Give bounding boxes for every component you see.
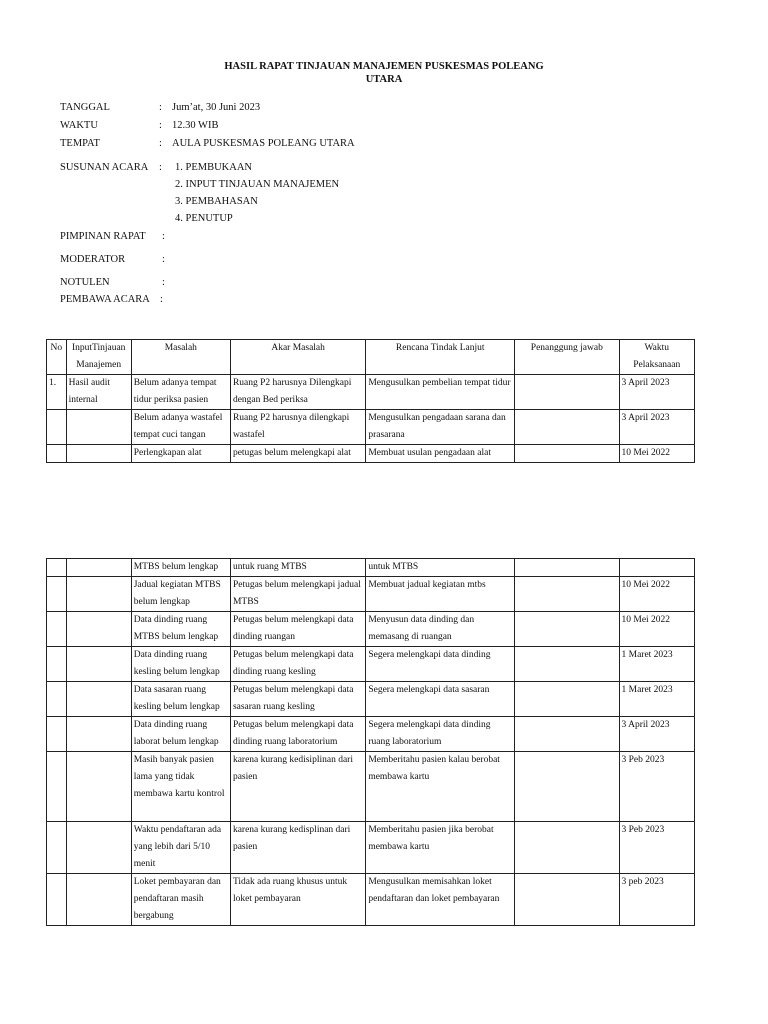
cell-masalah: Loket pembayaran dan pendaftaran masih bergabung xyxy=(131,874,230,926)
cell-penanggung-jawab xyxy=(515,682,619,717)
cell-penanggung-jawab xyxy=(515,752,619,822)
agenda-item: 4. PENUTUP xyxy=(175,213,233,224)
cell-no xyxy=(47,647,67,682)
agenda-item: 2. INPUT TINJAUAN MANAJEMEN xyxy=(175,179,340,190)
cell-no xyxy=(47,682,67,717)
cell-rencana: untuk MTBS xyxy=(366,559,515,577)
info-label: PEMBAWA ACARA xyxy=(60,294,150,305)
cell-akar-masalah: Petugas belum melengkapi data sasaran ruang kesling xyxy=(230,682,365,717)
cell-masalah: Masih banyak pasien lama yang tidak membawa kartu kontrol xyxy=(131,752,230,822)
table-row xyxy=(47,717,695,752)
cell-input xyxy=(66,717,131,752)
cell-penanggung-jawab xyxy=(515,445,619,463)
cell-no xyxy=(47,612,67,647)
info-value: 12.30 WIB xyxy=(172,120,219,131)
cell-penanggung-jawab xyxy=(515,822,619,874)
info-label: SUSUNAN ACARA xyxy=(60,162,149,173)
cell-rencana: Mengusulkan pembelian tempat tidur xyxy=(366,375,515,410)
info-label: PIMPINAN RAPAT xyxy=(60,231,146,242)
cell-penanggung-jawab xyxy=(515,559,619,577)
info-label: TANGGAL xyxy=(60,102,110,113)
table-row xyxy=(47,612,695,647)
cell-masalah: Belum adanya tempat tidur periksa pasien xyxy=(131,375,230,410)
table-row xyxy=(47,752,695,822)
cell-masalah: Data dinding ruang kesling belum lengkap xyxy=(131,647,230,682)
table-row xyxy=(47,682,695,717)
cell-waktu: 3 peb 2023 xyxy=(619,874,695,926)
table-row xyxy=(47,822,695,874)
info-colon: : xyxy=(159,138,162,149)
cell-input xyxy=(66,822,131,874)
table-row xyxy=(47,577,695,612)
cell-waktu: 3 Peb 2023 xyxy=(619,822,695,874)
cell-rencana: Membuat jadual kegiatan mtbs xyxy=(366,577,515,612)
table-row xyxy=(47,647,695,682)
table-row xyxy=(47,874,695,926)
info-colon: : xyxy=(159,162,162,173)
title-line-1: HASIL RAPAT TINJAUAN MANAJEMEN PUSKESMAS POLEANG xyxy=(224,61,544,72)
header-masalah: Masalah xyxy=(131,340,230,375)
cell-akar-masalah: Petugas belum melengkapi data dinding ruang laboratorium xyxy=(230,717,365,752)
cell-no xyxy=(47,874,67,926)
cell-input xyxy=(66,410,131,445)
cell-masalah: Data sasaran ruang kesling belum lengkap xyxy=(131,682,230,717)
cell-akar-masalah: Petugas belum melengkapi data dinding ruangan xyxy=(230,612,365,647)
cell-waktu: 10 Mei 2022 xyxy=(619,445,695,463)
cell-rencana: Mengusulkan memisahkan loket pendaftaran dan loket pembayaran xyxy=(366,874,515,926)
cell-akar-masalah: Tidak ada ruang khusus untuk loket pembayaran xyxy=(230,874,365,926)
info-colon: : xyxy=(159,120,162,131)
cell-no xyxy=(47,822,67,874)
cell-akar-masalah: Petugas belum melengkapi jadual MTBS xyxy=(230,577,365,612)
agenda-item: 3. PEMBAHASAN xyxy=(175,196,258,207)
cell-no xyxy=(47,410,67,445)
cell-rencana: Memberitahu pasien kalau berobat membawa kartu xyxy=(366,752,515,822)
cell-masalah: MTBS belum lengkap xyxy=(131,559,230,577)
info-label: NOTULEN xyxy=(60,277,110,288)
cell-input xyxy=(66,647,131,682)
cell-rencana: Menyusun data dinding dan memasang di ruangan xyxy=(366,612,515,647)
cell-rencana: Memberitahu pasien jika berobat membawa kartu xyxy=(366,822,515,874)
info-colon: : xyxy=(159,102,162,113)
cell-waktu: 10 Mei 2022 xyxy=(619,612,695,647)
cell-penanggung-jawab xyxy=(515,612,619,647)
cell-no xyxy=(47,752,67,822)
table-row xyxy=(47,375,695,410)
cell-akar-masalah: Petugas belum melengkapi data dinding ruang kesling xyxy=(230,647,365,682)
cell-input xyxy=(66,559,131,577)
cell-no xyxy=(47,577,67,612)
cell-penanggung-jawab xyxy=(515,717,619,752)
cell-no xyxy=(47,559,67,577)
cell-akar-masalah: untuk ruang MTBS xyxy=(230,559,365,577)
cell-rencana: Segera melengkapi data dinding ruang laboratorium xyxy=(366,717,515,752)
table-row xyxy=(47,410,695,445)
table-row xyxy=(47,445,695,463)
cell-masalah: Data dinding ruang laborat belum lengkap xyxy=(131,717,230,752)
header-rencana: Rencana Tindak Lanjut xyxy=(366,340,515,375)
cell-waktu: 3 Peb 2023 xyxy=(619,752,695,822)
info-label: WAKTU xyxy=(60,120,98,131)
info-value: Jum’at, 30 Juni 2023 xyxy=(172,102,261,113)
cell-input xyxy=(66,682,131,717)
table-row xyxy=(47,559,695,577)
cell-input xyxy=(66,874,131,926)
cell-akar-masalah: Ruang P2 harusnya dilengkapi wastafel xyxy=(230,410,365,445)
cell-waktu xyxy=(619,559,695,577)
cell-input xyxy=(66,445,131,463)
header-input: InputTinjauan Manajemen xyxy=(66,340,131,375)
cell-penanggung-jawab xyxy=(515,410,619,445)
cell-penanggung-jawab xyxy=(515,577,619,612)
cell-akar-masalah: karena kurang kedisiplinan dari pasien xyxy=(230,752,365,822)
cell-penanggung-jawab xyxy=(515,647,619,682)
document-title xyxy=(0,60,768,86)
info-label: MODERATOR xyxy=(60,254,126,265)
cell-no: 1. xyxy=(47,375,67,410)
cell-input: Hasil audit internal xyxy=(66,375,131,410)
title-line-2: UTARA xyxy=(365,74,403,85)
cell-penanggung-jawab xyxy=(515,375,619,410)
cell-akar-masalah: karena kurang kedisplinan dari pasien xyxy=(230,822,365,874)
cell-input xyxy=(66,612,131,647)
info-value: AULA PUSKESMAS POLEANG UTARA xyxy=(172,138,355,149)
cell-masalah: Data dinding ruang MTBS belum lengkap xyxy=(131,612,230,647)
cell-rencana: Segera melengkapi data dinding xyxy=(366,647,515,682)
cell-waktu: 3 April 2023 xyxy=(619,410,695,445)
results-table-part-2 xyxy=(46,558,695,926)
info-colon: : xyxy=(162,277,165,288)
cell-masalah: Jadual kegiatan MTBS belum lengkap xyxy=(131,577,230,612)
info-colon: : xyxy=(162,254,165,265)
cell-masalah: Belum adanya wastafel tempat cuci tangan xyxy=(131,410,230,445)
cell-waktu: 3 April 2023 xyxy=(619,375,695,410)
cell-rencana: Segera melengkapi data sasaran xyxy=(366,682,515,717)
header-waktu: Waktu Pelaksanaan xyxy=(619,340,695,375)
cell-waktu: 1 Maret 2023 xyxy=(619,647,695,682)
header-akar-masalah: Akar Masalah xyxy=(230,340,365,375)
cell-rencana: Mengusulkan pengadaan sarana dan prasarana xyxy=(366,410,515,445)
cell-no xyxy=(47,717,67,752)
agenda-list xyxy=(175,161,339,229)
cell-masalah: Waktu pendaftaran ada yang lebih dari 5/10 menit xyxy=(131,822,230,874)
cell-waktu: 3 April 2023 xyxy=(619,717,695,752)
cell-akar-masalah: petugas belum melengkapi alat xyxy=(230,445,365,463)
cell-waktu: 10 Mei 2022 xyxy=(619,577,695,612)
cell-input xyxy=(66,577,131,612)
info-colon: : xyxy=(160,294,163,305)
table-header-row xyxy=(47,340,695,375)
cell-rencana: Membuat usulan pengadaan alat xyxy=(366,445,515,463)
agenda-item: 1. PEMBUKAAN xyxy=(175,162,253,173)
cell-input xyxy=(66,752,131,822)
header-no: No xyxy=(47,340,67,375)
results-table-part-1 xyxy=(46,339,695,463)
cell-penanggung-jawab xyxy=(515,874,619,926)
info-label: TEMPAT xyxy=(60,138,100,149)
info-colon: : xyxy=(162,231,165,242)
cell-masalah: Perlengkapan alat xyxy=(131,445,230,463)
header-penanggung-jawab: Penanggung jawab xyxy=(515,340,619,375)
cell-waktu: 1 Maret 2023 xyxy=(619,682,695,717)
cell-no xyxy=(47,445,67,463)
cell-akar-masalah: Ruang P2 harusnya Dilengkapi dengan Bed periksa xyxy=(230,375,365,410)
